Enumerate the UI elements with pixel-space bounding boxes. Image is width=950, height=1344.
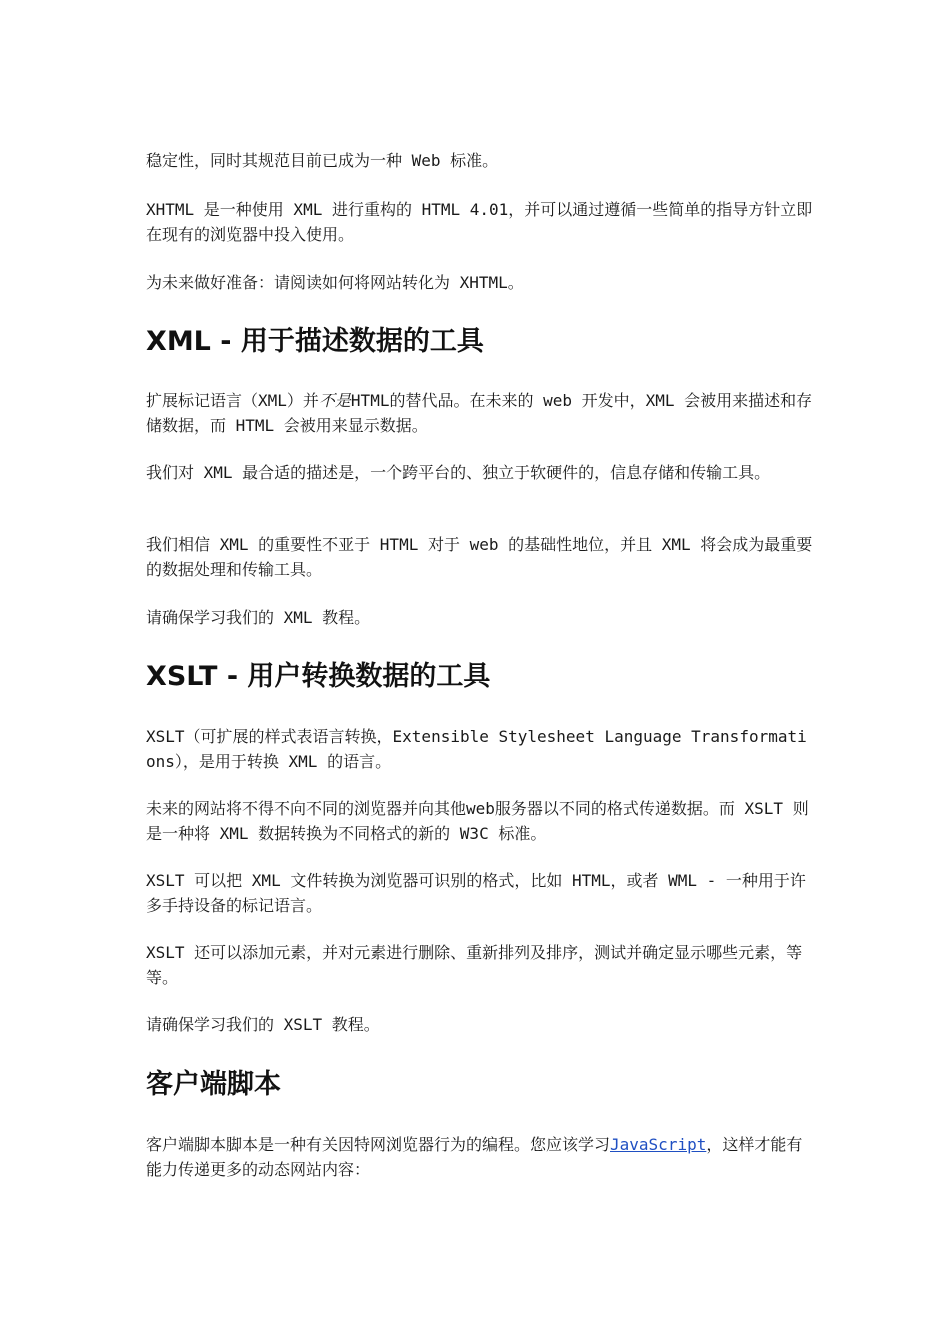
intro-paragraph-2: XHTML 是一种使用 XML 进行重构的 HTML 4.01，并可以通过遵循一些简单的指导方针立即在现有的浏览器中投入使用。 <box>146 200 813 244</box>
xslt-paragraph-5: 请确保学习我们的 XSLT 教程。 <box>146 1015 380 1034</box>
xml-paragraph-3: 我们相信 XML 的重要性不亚于 HTML 对于 web 的基础性地位，并且 XML 将会成为最重要的数据处理和传输工具。 <box>146 535 813 579</box>
client-script-section-heading: 客户端脚本 <box>146 1069 281 1100</box>
xml-section-heading: XML - 用于描述数据的工具 <box>146 326 484 357</box>
xslt-paragraph-4: XSLT 还可以添加元素，并对元素进行删除、重新排列及排序，测试并确定显示哪些元素，等等。 <box>146 943 803 987</box>
xslt-paragraph-3: XSLT 可以把 XML 文件转换为浏览器可识别的格式，比如 HTML，或者 WML - 一种用于许多手持设备的标记语言。 <box>146 871 806 915</box>
xslt-section-heading: XSLT - 用户转换数据的工具 <box>146 661 491 692</box>
client-script-paragraph-1 <box>146 1132 816 1182</box>
xml-paragraph-1-start: 扩展标记语言（XML）并 <box>146 391 319 410</box>
client-script-paragraph-1-end: ，这样才能有能力传递更多的动态网站内容： <box>146 1135 803 1179</box>
javascript-link[interactable]: JavaScript <box>610 1135 707 1154</box>
intro-paragraph-3: 为未来做好准备：请阅读如何将网站转化为 XHTML。 <box>146 273 524 292</box>
xslt-paragraph-2: 未来的网站将不得不向不同的浏览器并向其他web服务器以不同的格式传递数据。而 XSLT 则是一种将 XML 数据转换为不同格式的新的 W3C 标准。 <box>146 799 809 843</box>
xml-paragraph-1 <box>146 388 816 438</box>
intro-paragraph-1: 稳定性，同时其规范目前已成为一种 Web 标准。 <box>146 151 499 170</box>
xml-paragraph-1-emphasis: 不是 <box>318 391 351 410</box>
client-script-paragraph-1-start: 客户端脚本脚本是一种有关因特网浏览器行为的编程。您应该学习 <box>146 1135 611 1154</box>
xml-paragraph-1-end: HTML的替代品。在未来的 web 开发中，XML 会被用来描述和存储数据，而 HTML 会被用来显示数据。 <box>146 391 813 435</box>
xml-paragraph-2: 我们对 XML 最合适的描述是，一个跨平台的、独立于软硬件的，信息存储和传输工具。 <box>146 463 771 482</box>
xslt-paragraph-1: XSLT（可扩展的样式表语言转换，Extensible Stylesheet Language Transformations），是用于转换 XML 的语言。 <box>146 727 807 771</box>
xml-paragraph-4: 请确保学习我们的 XML 教程。 <box>146 608 371 627</box>
